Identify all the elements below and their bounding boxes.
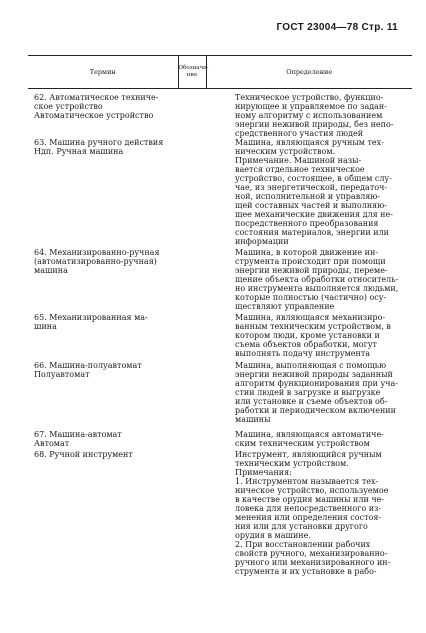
term-text: 65. Механизированная ма- шина [34, 313, 148, 331]
column-header-definition: Определение [206, 56, 412, 89]
term-text: 68. Ручной инструмент [34, 450, 133, 459]
column-header-term: Термин [28, 56, 178, 89]
term-text: 67. Машина-автомат Автомат [34, 430, 122, 448]
definition-text: Машина, в которой движение ин- струмента происходит при помощи энергии неживой природы, переме- щение объекта обработки относитель- но инструмента выполняется людьми, которые полностью (частично) осу- ществляют управление [235, 248, 399, 311]
terms-table-header [28, 55, 412, 89]
term-text: 62. Автоматическое техниче- ское устройство Автоматическое устройство [34, 93, 159, 120]
definition-text: Машина, являющаяся автоматиче- ским техническим устройством [235, 430, 384, 448]
term-text: 63. Машина ручного действия Ндп. Ручная машина [34, 138, 164, 156]
definition-text: Инструмент, являющийся ручным техническим устройством. Примечания: 1. Инструментом называется тех- ническое устройство, используемое в качестве орудия машины или че- ловека для непосредственного из- менения или определения состоя- ния или для установки другого орудия в машине. 2. При восстановлении рабочих свойств ручного, механизированно- ручного или механизированного ин- струмента и их установке в рабо- [235, 450, 391, 576]
definition-text: Техническое устройство, функцио- нирующее и управляемое по задан- ному алгоритму с использованием энергии неживой природы, без непо- средственного участия людей [235, 93, 394, 138]
definition-text: Машина, выполняющая с помощью энергии неживой природы заданный алгоритм функционирования при уча- стии людей в загрузке и выгрузке или установке и съеме объектов об- работки и периодическом включении машины [235, 361, 399, 424]
term-text: 64. Механизированно-ручная (автоматизированно-ручная) машина [34, 248, 160, 275]
definition-text: Машина, являющаяся ручным тех- ническим устройством. Примечание. Машиной назы- вается отдельное техническое устройство, состоящее, в общем слу- чае, из энергетической, передаточ- ной, исполнительной и управляю- щей составных частей и выполняю- щее механические движения для не- посредственного преобразования состояния материалов, энергии или информации [235, 138, 393, 246]
page-header: ГОСТ 23004—78 Стр. 11 [276, 22, 398, 33]
definition-text: Машина, являющаяся механизиро- ванным техническим устройством, в котором люди, кроме установки и съема объектов обработки, могут выполнять подачу инструмента [235, 313, 391, 358]
term-text: 66. Машина-полуавтомат Полуавтомат [34, 361, 142, 379]
column-header-designation: Обозначе- ние [178, 56, 206, 89]
